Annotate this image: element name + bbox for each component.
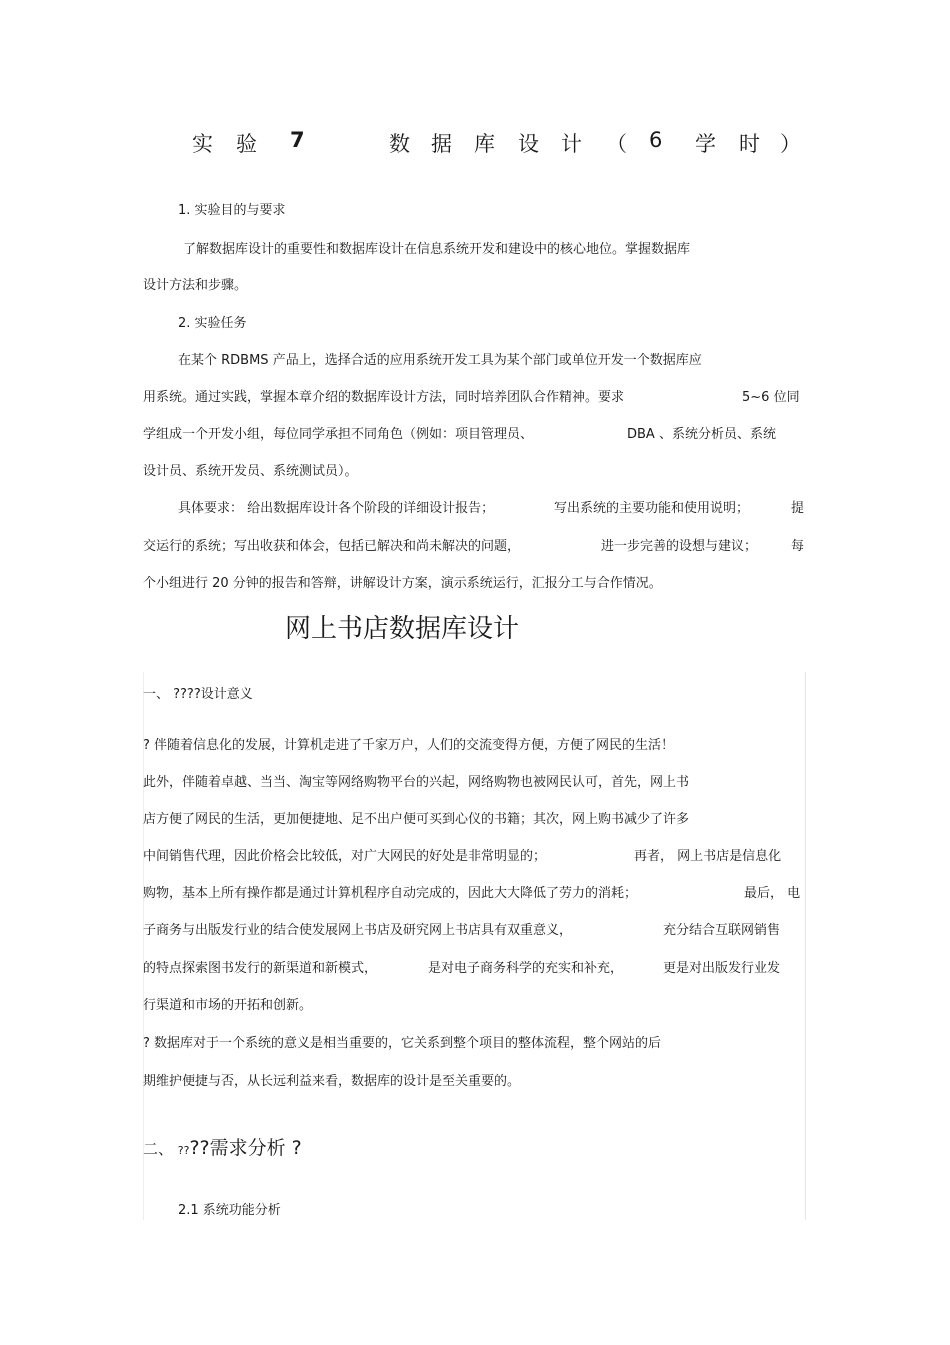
frame-right-line: [805, 672, 806, 1220]
part2-heading: [143, 1133, 302, 1160]
paragraph-line: 了解数据库设计的重要性和数据库设计在信息系统开发和建设中的核心地位。掌握数据库: [183, 242, 691, 257]
title-char: 数: [389, 132, 410, 156]
title-char: 库: [474, 132, 495, 156]
paragraph-line: 具体要求： 给出数据库设计各个阶段的详细设计报告；: [178, 501, 495, 516]
paragraph-line: 店方便了网民的生活，更加便捷地、足不出户便可买到心仪的书籍；其次，网上购书减少了许多: [143, 812, 690, 827]
title-char: 7: [290, 128, 305, 152]
paragraph-line: 用系统。通过实践，掌握本章介绍的数据库设计方法，同时培养团队合作精神。要求: [143, 390, 625, 405]
title-char: 验: [236, 132, 257, 156]
paragraph-line: 此外，伴随着卓越、当当、淘宝等网络购物平台的兴起，网络购物也被网民认可，首先，网上书: [143, 775, 690, 790]
paragraph-line: 再者， 网上书店是信息化: [634, 849, 782, 864]
paragraph-line: 最后， 电: [744, 886, 801, 901]
part2-heading-prefix: 二、: [143, 1140, 178, 1158]
title-char: 时: [739, 132, 760, 156]
paragraph-line: 是对电子商务科学的充实和补充，: [428, 961, 624, 976]
paragraph-line: 购物，基本上所有操作都是通过计算机程序自动完成的，因此大大降低了劳力的消耗；: [143, 886, 638, 901]
part2-heading-small: ??: [177, 1144, 190, 1157]
paragraph-line: 的特点探索图书发行的新渠道和新模式，: [143, 961, 378, 976]
paragraph-line: 提: [791, 501, 805, 516]
part2-heading-main: ??需求分析 ?: [189, 1137, 302, 1159]
title-char: ）: [780, 132, 801, 156]
paragraph-line: DBA 、系统分析员、系统: [627, 427, 776, 442]
paragraph-line: 子商务与出版发行业的结合使发展网上书店及研究网上书店具有双重意义，: [143, 923, 573, 938]
paragraph-line: 交运行的系统；写出收获和体会，包括已解决和尚未解决的问题，: [143, 539, 521, 554]
paragraph-line: 每: [791, 539, 805, 554]
paragraph-line: 中间销售代理，因此价格会比较低，对广大网民的好处是非常明显的；: [143, 849, 547, 864]
part1-heading: 一、 ????设计意义: [143, 687, 253, 702]
paragraph-line: 设计方法和步骤。: [143, 278, 248, 293]
title-char: 6: [649, 128, 663, 152]
title-char: 计: [561, 132, 582, 156]
document-subtitle: 网上书店数据库设计: [285, 614, 520, 644]
paragraph-line: 在某个 RDBMS 产品上，选择合适的应用系统开发工具为某个部门或单位开发一个数据库应: [178, 353, 702, 368]
title-char: 据: [431, 132, 452, 156]
paragraph-line: ? 数据库对于一个系统的意义是相当重要的，它关系到整个项目的整体流程，整个网站的后: [143, 1036, 662, 1051]
paragraph-line: 更是对出版发行业发: [663, 961, 781, 976]
title-char: （: [606, 132, 627, 156]
title-char: 学: [695, 132, 716, 156]
title-char: 设: [518, 132, 539, 156]
paragraph-line: 学组成一个开发小组，每位同学承担不同角色（例如：项目管理员、: [143, 427, 534, 442]
part2-subheading: 2.1 系统功能分析: [178, 1203, 281, 1218]
paragraph-line: 个小组进行 20 分钟的报告和答辩，讲解设计方案，演示系统运行，汇报分工与合作情况。: [143, 576, 662, 591]
paragraph-line: 进一步完善的设想与建议；: [601, 539, 758, 554]
title-char: 实: [192, 132, 213, 156]
page-title: [0, 128, 950, 158]
paragraph-line: 期维护便捷与否，从长远利益来看，数据库的设计是至关重要的。: [143, 1074, 521, 1089]
paragraph-line: 写出系统的主要功能和使用说明；: [554, 501, 750, 516]
paragraph-line: 设计员、系统开发员、系统测试员）。: [143, 464, 358, 479]
paragraph-line: 5~6 位同: [742, 390, 800, 405]
paragraph-line: 行渠道和市场的开拓和创新。: [143, 998, 313, 1013]
section2-heading: 2. 实验任务: [178, 316, 247, 331]
section1-heading: 1. 实验目的与要求: [178, 203, 286, 218]
paragraph-line: ? 伴随着信息化的发展，计算机走进了千家万户，人们的交流变得方便，方便了网民的生活！: [143, 738, 675, 753]
paragraph-line: 充分结合互联网销售: [663, 923, 781, 938]
